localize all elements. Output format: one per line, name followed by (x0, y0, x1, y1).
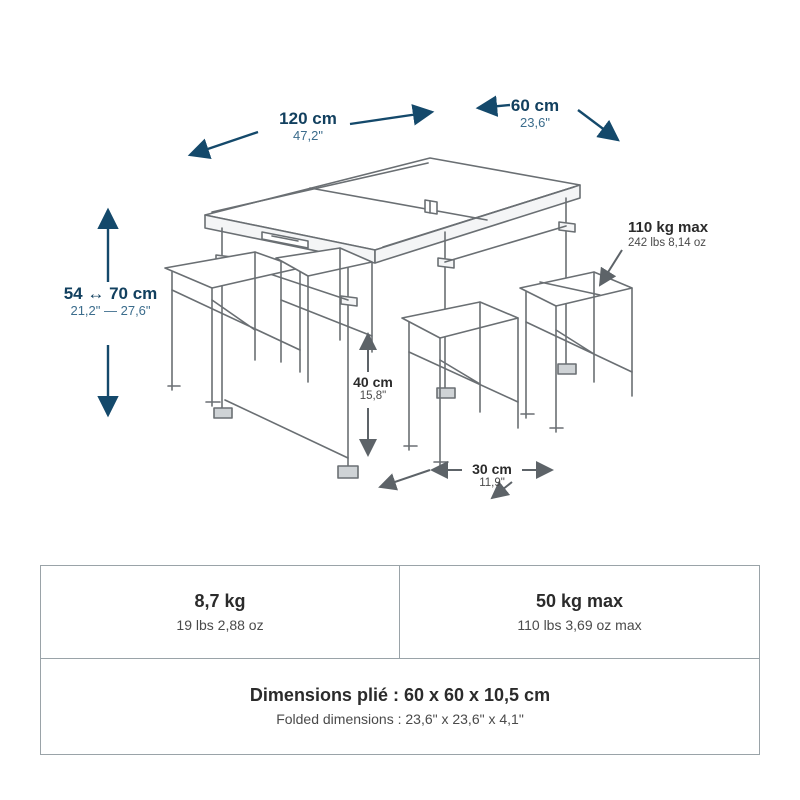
leader-stool-foot-left (380, 470, 430, 487)
dimension-label-table-height: 54 ↔ 70 cm 21,2" — 27,6" (63, 284, 158, 318)
spec-cell-max-load: 50 kg max 110 lbs 3,69 oz max (517, 591, 642, 633)
spec-row-weights (41, 566, 759, 658)
dimension-label-table-depth: 60 cm 23,6" (510, 96, 560, 130)
spec-cell-folded-dimensions: Dimensions plié : 60 x 60 x 10,5 cm Folded dimensions : 23,6" x 23,6" x 4,1" (249, 684, 551, 727)
dimension-label-stool-height: 40 cm 15,8" (353, 374, 393, 403)
dimension-label-table-width: 120 cm 47,2" (279, 109, 337, 143)
spec-cell-weight: 8,7 kg 19 lbs 2,88 oz (41, 566, 400, 658)
spec-row-folded-dimensions (41, 658, 759, 752)
table-illustration (165, 158, 632, 478)
dimension-label-stool-max-load: 110 kg max 242 lbs 8,14 oz (628, 219, 709, 249)
dimension-label-stool-width: 30 cm 11,9" (472, 461, 512, 490)
specification-table (40, 565, 760, 755)
